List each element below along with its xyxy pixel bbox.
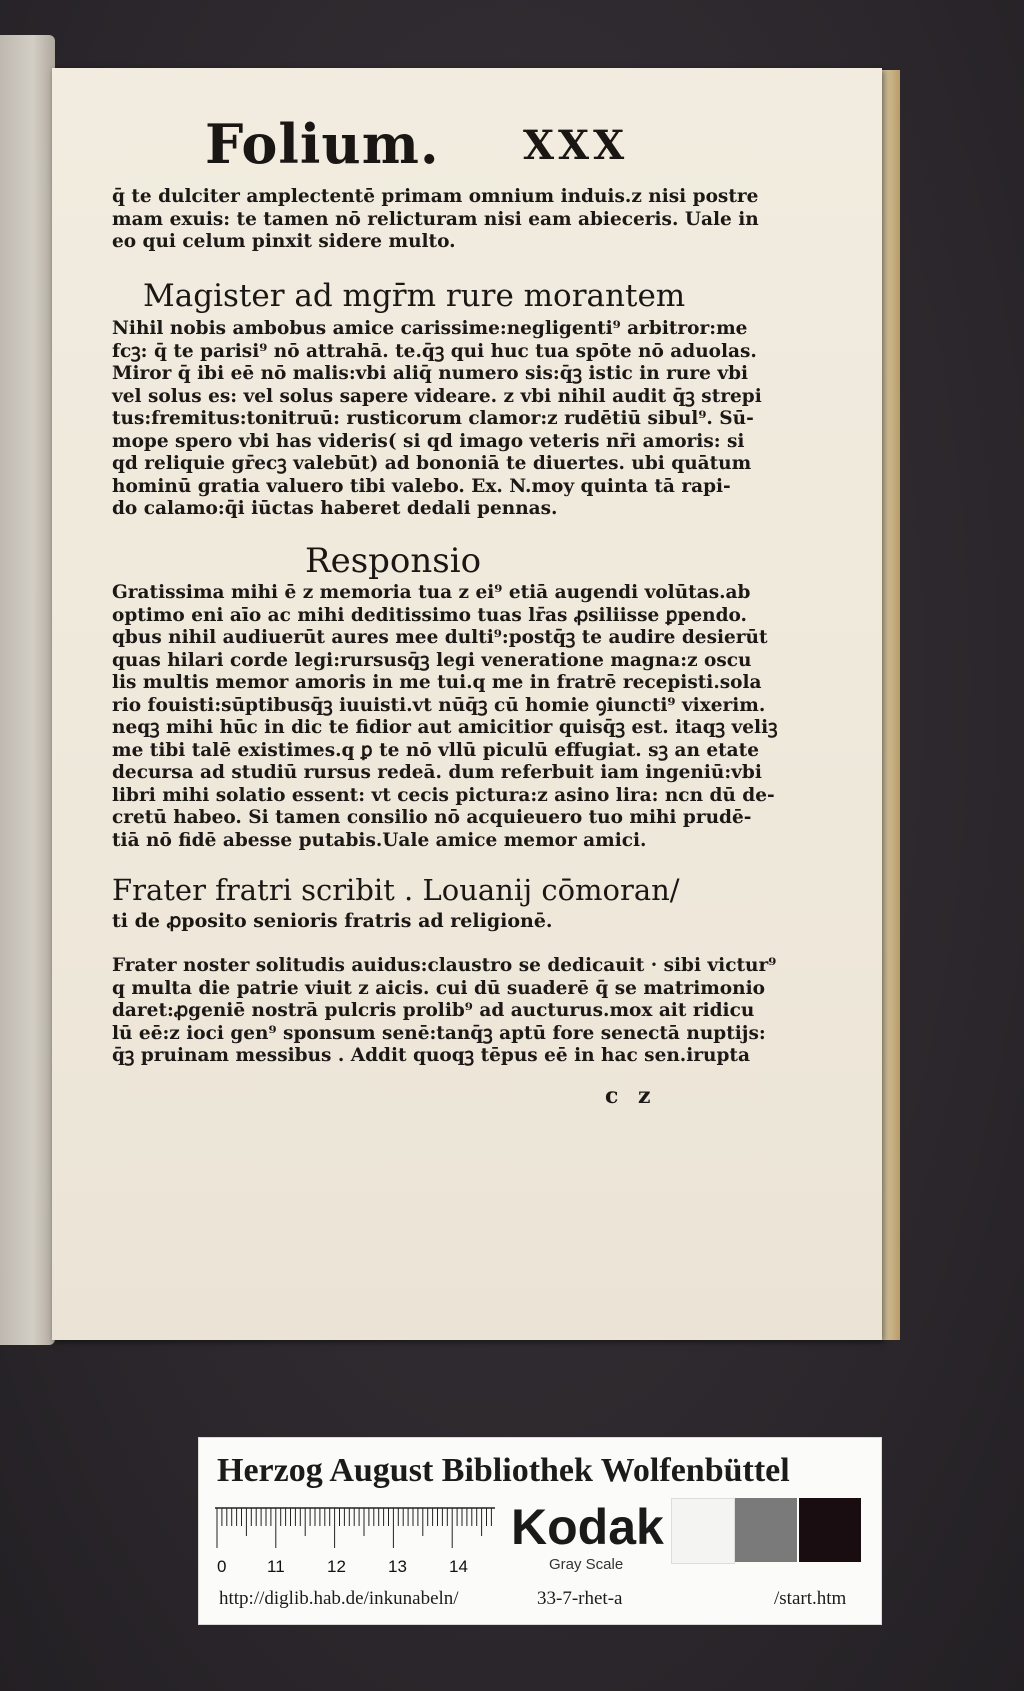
folio-word: Folium. [205,112,440,176]
ruler-number: 13 [388,1557,407,1576]
text-line: cretū habeo. Si tamen consilio nō acquieuero tuo mihi prudē- [112,807,752,828]
text-block-intro [112,186,759,254]
text-line: qbus nihil audiuerūt aures mee dulti⁹:postq̄ꝫ te audire desierūt [112,627,768,648]
text-line: Frater noster solitudis auidus:claustro se dedicauit · sibi victur⁹ [112,955,777,976]
ruler-number: 11 [267,1557,285,1576]
facing-page-edge [0,35,55,1345]
gray-swatch-mid [735,1498,797,1562]
text-line: vel solus es: vel solus sapere videare. z vbi nihil audit q̄ꝫ strepi [112,385,762,407]
text-line: daret:ꝓgeniē nostrā pulcris prolib⁹ ad aucturus.mox ait ridicu [112,1000,755,1021]
text-line: lū eē:z ioci gen⁹ sponsum senē:tanq̄ꝫ aptū fore senectā nuptijs: [112,1022,766,1044]
text-line: do calamo:q̄i iūctas haberet dedali pennas. [112,498,558,519]
text-block-letter [112,318,762,521]
url-part-id: 33-7-rhet-a [537,1588,623,1609]
folio-number: XXX [523,122,629,169]
text-line: q̄ꝫ pruinam messibus . Addit quoqꝫ tēpus eē in hac sen.irupta [112,1045,750,1066]
text-line: mam exuis: te tamen nō relicturam nisi eam abieceris. Uale in [112,208,759,230]
text-line: Miror q̄ ibi eē nō malis:vbi aliq̄ numero sis:q̄ꝫ istic in rure vbi [112,363,749,384]
text-line: neqꝫ mihi hūc in dic te fidior aut amicitior quisq̄ꝫ est. itaqꝫ veliꝫ [112,717,778,738]
text-line: Gratissima mihi ē z memoria tua z ei⁹ etiā augendi volūtas.ab [112,582,751,603]
text-line: decursa ad studiū rursus redeā. dum referbuit iam ingeniū:vbi [112,762,762,783]
text-line: optimo eni aīo ac mihi deditissimo tuas lr̄as ꝓsiliisse ꝑpendo. [112,604,747,626]
text-block-final [112,955,777,1068]
text-line: lis multis memor amoris in me tui.q me in fratrē recepisti.sola [112,672,762,693]
library-name: Herzog August Bibliothek Wolfenbüttel [217,1452,790,1489]
letter-subheading-2: ti de ꝓposito senioris fratris ad religionē. [112,910,553,932]
ruler-number: 12 [327,1557,346,1576]
text-block-response [112,582,778,852]
signature-mark: c z [605,1083,657,1109]
letter-heading: Magister ad mgr̄m rure morantem [143,278,686,314]
text-line: mope spero vbi has videris( si qd imago veteris nr̄i amoris: si [112,430,745,452]
text-line: rio fouisti:sūptibusq̄ꝫ iuuisti.vt nūq̄ꝫ cū homie ꝯiuncti⁹ vixerim. [112,694,766,716]
text-line: q̄ te dulciter amplectentē primam omnium induis.z nisi postre [112,186,759,207]
text-line: Nihil nobis ambobus amice carissime:negligenti⁹ arbitror:me [112,318,748,339]
ruler-number: 0 [217,1557,227,1576]
scan-target-card [198,1437,882,1625]
gray-scale-label: Gray Scale [549,1556,624,1573]
url-part-file: /start.htm [774,1588,847,1609]
text-line: fcꝫ: q̄ te parisi⁹ nō attrahā. te.q̄ꝫ qui huc tua spōte nō aduolas. [112,340,757,362]
text-line: tiā nō fidē abesse putabis.Uale amice memor amici. [112,829,647,851]
text-line: quas hilari corde legi:rursusq̄ꝫ legi veneratione magna:z oscu [112,649,752,671]
text-line: me tibi talē existimes.q ꝑ te nō vllū piculū effugiat. sꝫ an etate [112,739,759,761]
folio-header [205,112,629,182]
text-line: tus:fremitus:tonitruū: rusticorum clamor:z rudētiū sibul⁹. Sū- [112,408,754,429]
text-line: qd reliquie gr̄ecꝫ valebūt) ad bononiā te diuertes. ubi quātum [112,453,752,474]
text-line: libri mihi solatio essent: vt cecis pictura:z asino lira: ncn dū de- [112,784,775,806]
text-line: hominū gratia valuero tibi valebo. Ex. N.moy quinta tā rapi- [112,475,731,497]
ruler-number: 14 [449,1557,468,1576]
ruler-scale [215,1506,495,1576]
gray-swatch-black [799,1498,861,1562]
response-heading: Responsio [305,541,482,581]
letter-heading-2: Frater fratri scribit . Louanij cōmoran/ [112,873,680,907]
text-line: q multa die patrie viuit z aicis. cui dū suaderē q̄ se matrimonio [112,977,765,999]
gray-swatch-white [671,1498,735,1564]
url-part-path: http://diglib.hab.de/inkunabeln/ [219,1588,459,1609]
text-line: eo qui celum pinxit sidere multo. [112,231,456,252]
kodak-logo: Kodak [511,1499,664,1555]
